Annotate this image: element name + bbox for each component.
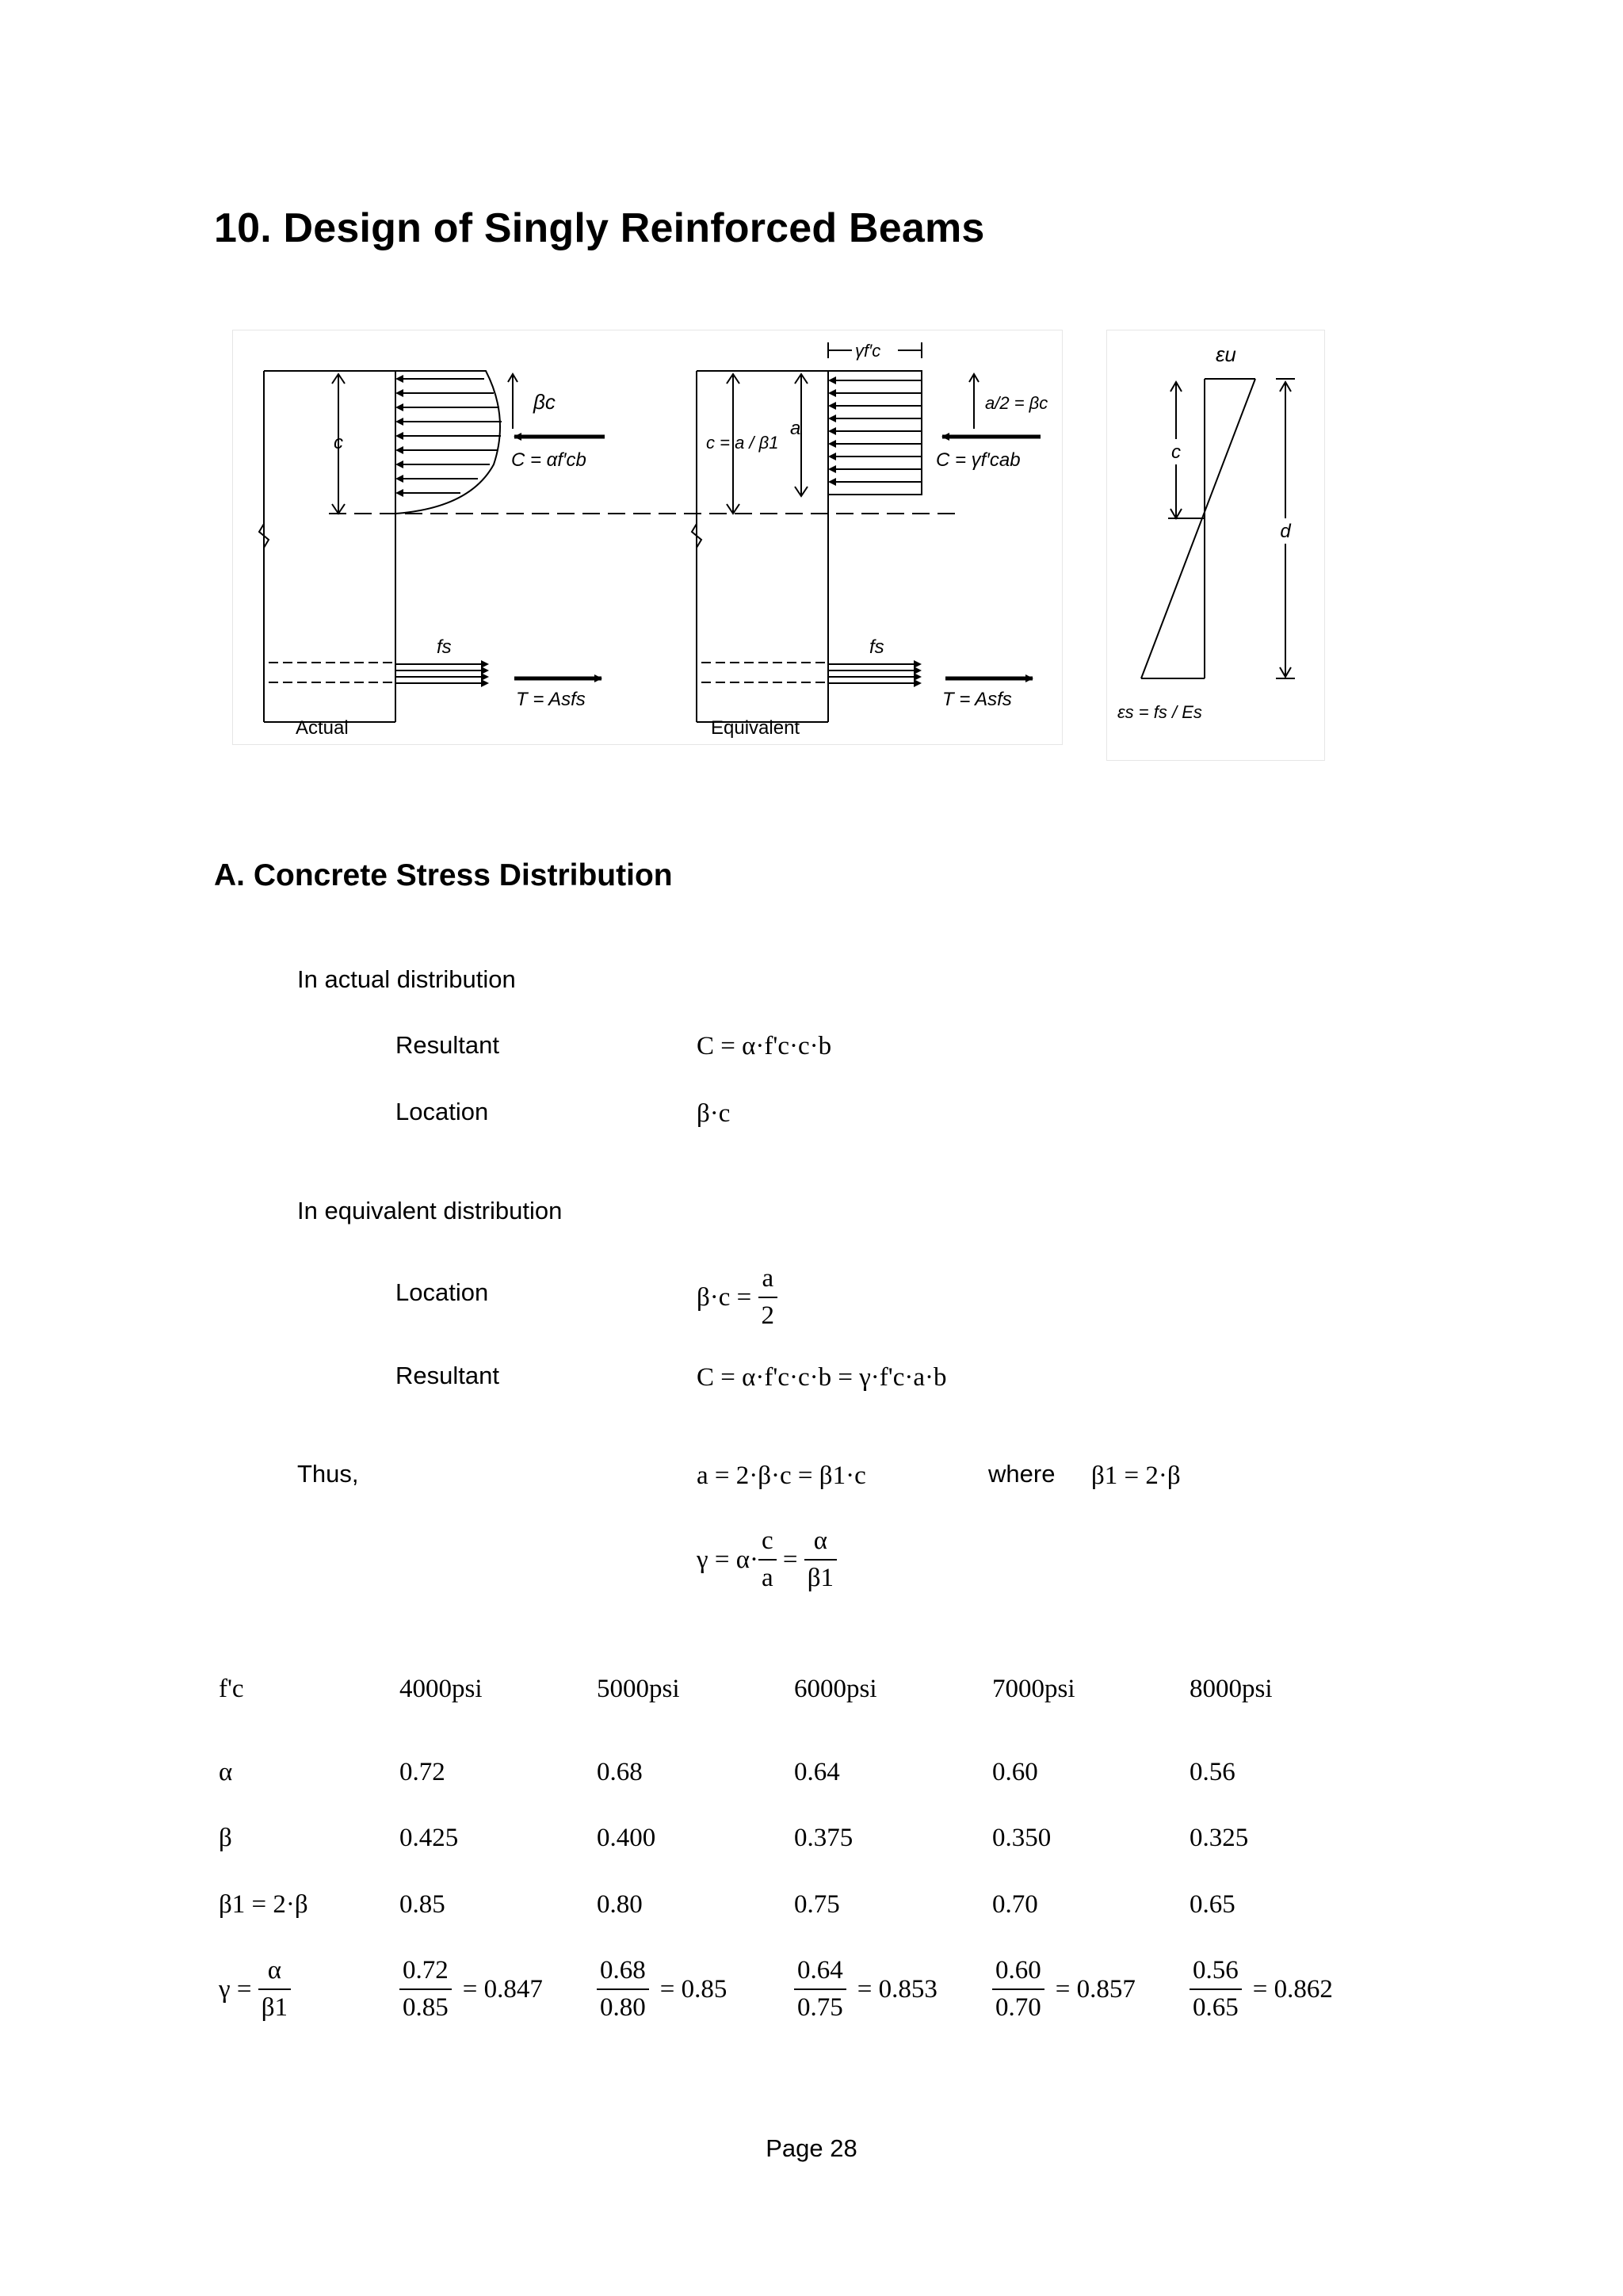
equivalent-force-label: C = γf′cab (936, 449, 1021, 471)
gamma-den-2: β1 (807, 1564, 834, 1592)
row-label-alpha: α (219, 1758, 233, 1786)
actual-caption: Actual (296, 717, 349, 739)
beta-cell: 0.425 (399, 1824, 459, 1852)
gamma-equals: = (782, 1545, 798, 1574)
gamma-row-lhs: γ = (219, 1974, 252, 2004)
actual-tension-label: T = Asfs (516, 689, 586, 710)
beta-cell: 0.400 (597, 1824, 656, 1852)
eq-location-num: a (758, 1264, 778, 1298)
eq-resultant-expr: C = α·f'c·c·b = γ·f'c·a·b (697, 1363, 947, 1392)
location-expr: β·c (697, 1099, 731, 1128)
eq-location-fraction (758, 1264, 778, 1331)
gamma-den: 0.65 (1193, 1993, 1239, 2022)
resultant-label: Resultant (395, 1031, 499, 1059)
where-label: where (988, 1460, 1056, 1488)
gamma-num: 0.72 (399, 1956, 452, 1990)
gamma-row-fraction (258, 1956, 291, 2023)
alpha-cell: 0.60 (992, 1758, 1038, 1786)
gamma-cell (399, 1956, 543, 2023)
strain-diagram (1106, 330, 1325, 761)
actual-distribution-heading: In actual distribution (297, 965, 516, 993)
gamma-num: 0.64 (794, 1956, 846, 1990)
location-label: Location (395, 1098, 489, 1125)
gamma-result: = 0.853 (857, 1974, 938, 2004)
alpha-cell: 0.64 (794, 1758, 840, 1786)
actual-force-label: C = αf′cb (511, 449, 586, 471)
gamma-result: = 0.857 (1055, 1974, 1136, 2004)
beta1-cell: 0.80 (597, 1890, 643, 1919)
beta1-cell: 0.75 (794, 1890, 840, 1919)
header-cell: 8000psi (1190, 1675, 1273, 1703)
gamma-row-num: α (258, 1956, 291, 1990)
gamma-den: 0.70 (995, 1993, 1041, 2022)
gamma-num-2: α (804, 1526, 837, 1561)
equivalent-caption: Equivalent (711, 717, 800, 739)
gamma-num-1: c (758, 1526, 777, 1561)
eps-u-label: εu (1216, 342, 1236, 366)
gamma-cell (794, 1956, 938, 2023)
header-cell: 6000psi (794, 1675, 877, 1703)
gamma-den: 0.85 (403, 1993, 449, 2022)
gamma-fraction-1 (758, 1526, 777, 1593)
gamma-den: 0.80 (600, 1993, 646, 2022)
eq-location-label: Location (395, 1278, 489, 1306)
thus-expr: a = 2·β·c = β1·c (697, 1461, 866, 1490)
gamma-cell (992, 1956, 1136, 2023)
strain-c-label: c (1171, 441, 1181, 463)
header-cell: 5000psi (597, 1675, 680, 1703)
gamma-row-den: β1 (261, 1993, 288, 2022)
eq-location-den: 2 (761, 1301, 775, 1330)
gamma-result: = 0.85 (659, 1974, 727, 2004)
equivalent-a-label: a (790, 418, 801, 439)
eq-location-expr (697, 1264, 777, 1331)
gamma-num: 0.56 (1190, 1956, 1242, 1990)
actual-c-label: c (334, 432, 343, 453)
row-label-gamma (219, 1956, 302, 2023)
actual-fs-label: fs (437, 636, 452, 658)
page-number: Page 28 (766, 2134, 857, 2162)
beta-cell: 0.325 (1190, 1824, 1249, 1852)
gamma-fraction-2 (804, 1526, 837, 1593)
gamma-num: 0.68 (597, 1956, 649, 1990)
equivalent-c-label: c = a / β1 (706, 433, 779, 453)
row-label-beta1: β1 = 2·β (219, 1890, 308, 1919)
thus-label: Thus, (297, 1460, 359, 1488)
beta-cell: 0.375 (794, 1824, 854, 1852)
equivalent-tension-label: T = Asfs (942, 689, 1012, 710)
gamma-result: = 0.847 (462, 1974, 543, 2004)
equivalent-gamma-label: γf′c (855, 341, 881, 361)
gamma-expr (697, 1526, 837, 1593)
header-cell: 4000psi (399, 1675, 483, 1703)
alpha-cell: 0.68 (597, 1758, 643, 1786)
beta1-cell: 0.70 (992, 1890, 1038, 1919)
equivalent-half-a: a/2 = βc (985, 393, 1048, 413)
beta-cell: 0.350 (992, 1824, 1052, 1852)
equivalent-distribution-heading: In equivalent distribution (297, 1197, 563, 1224)
gamma-cell (1190, 1956, 1333, 2023)
actual-beta-c: βc (533, 390, 556, 414)
row-label-fc: f'c (219, 1675, 244, 1703)
section-heading: A. Concrete Stress Distribution (214, 858, 673, 892)
eq-location-lhs: β·c = (697, 1282, 752, 1312)
beta1-cell: 0.85 (399, 1890, 445, 1919)
strain-d-label: d (1280, 521, 1291, 542)
row-label-beta: β (219, 1824, 232, 1852)
equivalent-diagram (692, 339, 1048, 739)
where-expr: β1 = 2·β (1091, 1461, 1181, 1490)
beta1-cell: 0.65 (1190, 1890, 1235, 1919)
eq-resultant-label: Resultant (395, 1362, 499, 1389)
gamma-result: = 0.862 (1252, 1974, 1333, 2004)
stress-distribution-figure (232, 330, 1063, 745)
gamma-lhs: γ = α· (697, 1545, 758, 1574)
alpha-cell: 0.56 (1190, 1758, 1235, 1786)
gamma-cell (597, 1956, 727, 2023)
eps-s-label: εs = fs / Es (1117, 702, 1202, 722)
alpha-cell: 0.72 (399, 1758, 445, 1786)
gamma-num: 0.60 (992, 1956, 1044, 1990)
gamma-den: 0.75 (797, 1993, 843, 2022)
equivalent-fs-label: fs (869, 636, 884, 658)
resultant-expr: C = α·f'c·c·b (697, 1032, 832, 1060)
header-cell: 7000psi (992, 1675, 1075, 1703)
gamma-den-1: a (761, 1564, 773, 1592)
page-title: 10. Design of Singly Reinforced Beams (214, 205, 985, 251)
